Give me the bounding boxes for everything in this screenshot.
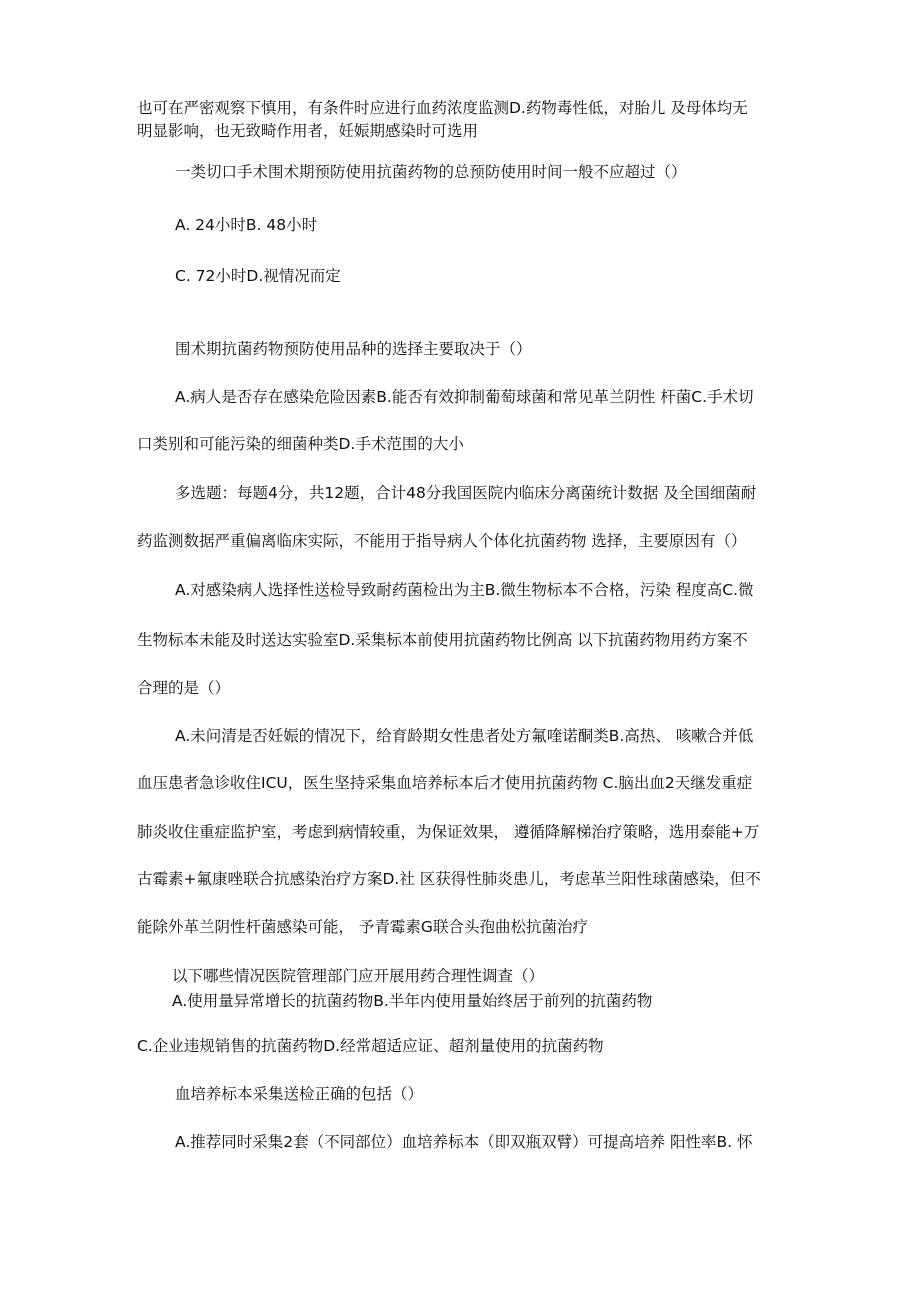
question-stem: 血培养标本采集送检正确的包括（） xyxy=(175,1085,424,1103)
answer-options: A.未问清是否妊娠的情况下，给育龄期女性患者处方氟喹诺酮类B.高热、 咳嗽合并低 xyxy=(175,727,754,745)
question-stem: 一类切口手术围术期预防使用抗菌药物的总预防使用时间一般不应超过（） xyxy=(175,163,687,181)
answer-options: A.对感染病人选择性送检导致耐药菌检出为主B.微生物标本不合格，污染 程度高C.微 xyxy=(175,581,754,599)
text-line: 药监测数据严重偏离临床实际，不能用于指导病人个体化抗菌药物 选择，主要原因有（） xyxy=(137,532,747,550)
text-line: 合理的是（） xyxy=(137,679,231,697)
text-line: 也可在严密观察下慎用，有条件时应进行血药浓度监测D.药物毒性低，对胎儿 及母体均无 xyxy=(137,99,748,117)
text-line: 明显影响，也无致畸作用者，妊娠期感染时可选用 xyxy=(137,122,479,140)
answer-options: A.推荐同时采集2套（不同部位）血培养标本（即双瓶双臂）可提高培养 阳性率B. 怀 xyxy=(175,1133,753,1151)
text-line: 古霉素+氟康唑联合抗感染治疗方案D.社 区获得性肺炎患儿，考虑革兰阳性球菌感染，但不 xyxy=(137,870,761,888)
text-line: 生物标本未能及时送达实验室D.采集标本前使用抗菌药物比例高 以下抗菌药物用药方案不 xyxy=(137,631,748,649)
answer-options: A.病人是否存在感染危险因素B.能否有效抑制葡萄球菌和常见革兰阴性 杆菌C.手术切 xyxy=(175,388,754,406)
answer-options: A. 24小时B. 48小时 xyxy=(175,216,318,234)
question-stem: 围术期抗菌药物预防使用品种的选择主要取决于（） xyxy=(175,340,532,358)
section-heading: 多选题：每题4分，共12题，合计48分我国医院内临床分离菌统计数据 及全国细菌耐 xyxy=(175,484,757,502)
text-line: 口类别和可能污染的细菌种类D.手术范围的大小 xyxy=(137,435,464,453)
question-stem: 以下哪些情况医院管理部门应开展用药合理性调查（） xyxy=(172,967,545,985)
text-line: 能除外革兰阴性杆菌感染可能， 予青霉素G联合头孢曲松抗菌治疗 xyxy=(137,918,588,936)
answer-options: A.使用量异常增长的抗菌药物B.半年内使用量始终居于前列的抗菌药物 xyxy=(172,992,653,1010)
text-line: 血压患者急诊收住ICU，医生坚持采集血培养标本后才使用抗菌药物 C.脑出血2天继发重症 xyxy=(137,774,753,792)
answer-options: C.企业违规销售的抗菌药物D.经常超适应证、超剂量使用的抗菌药物 xyxy=(137,1037,604,1055)
answer-options: C. 72小时D.视情况而定 xyxy=(175,267,341,285)
text-line: 肺炎收住重症监护室，考虑到病情较重，为保证效果， 遵循降解梯治疗策略，选用泰能+万 xyxy=(137,823,760,841)
